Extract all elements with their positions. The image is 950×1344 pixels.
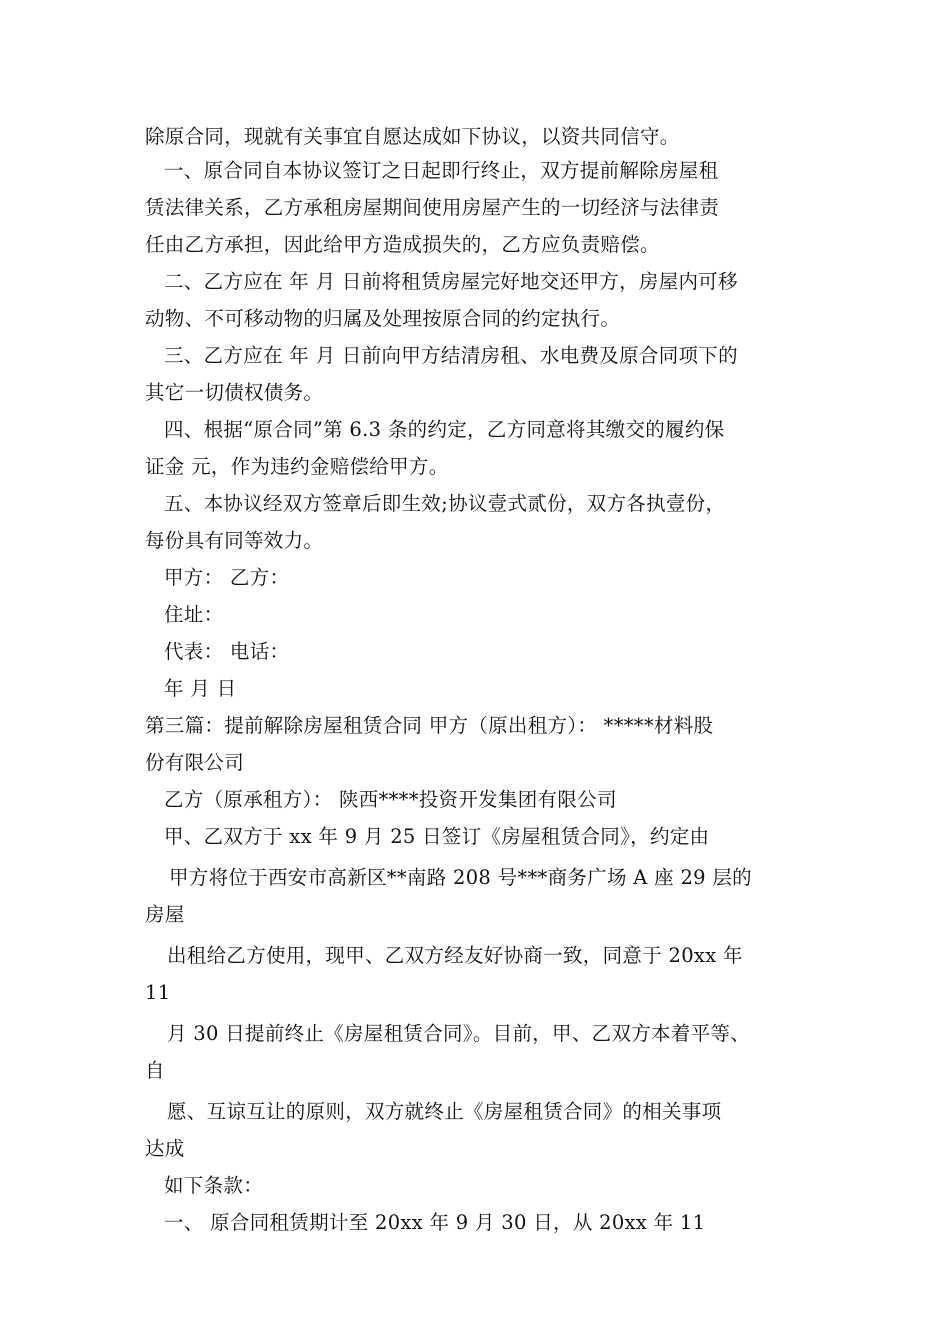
text-line: 如下条款：	[164, 1174, 264, 1197]
text-line: 甲方将位于西安市高新区**南路 208 号***商务广场 A 座 29 层的	[169, 866, 752, 889]
text-line: 赁法律关系，乙方承租房屋期间使用房屋产生的一切经济与法律责	[145, 196, 720, 219]
text-line: 二、乙方应在 年 月 日前将租赁房屋完好地交还甲方，房屋内可移	[164, 270, 738, 293]
text-line: 甲、乙双方于 xx 年 9 月 25 日签订《房屋租赁合同》，约定由	[164, 825, 710, 848]
representative-line: 代表： 电话：	[164, 640, 290, 663]
address-line: 住址：	[164, 603, 224, 626]
text-line: 除原合同，现就有关事宜自愿达成如下协议，以资共同信守。	[145, 125, 680, 148]
date-line: 年 月 日	[164, 677, 237, 700]
text-line: 三、乙方应在 年 月 日前向甲方结清房租、水电费及原合同项下的	[164, 344, 738, 367]
text-line: 份有限公司	[145, 751, 245, 774]
text-line: 一、 原合同租赁期计至 20xx 年 9 月 30 日，从 20xx 年 11	[164, 1211, 706, 1234]
text-line: 愿、互谅互让的原则，双方就终止《房屋租赁合同》的相关事项	[167, 1100, 722, 1123]
text-line: 证金 元，作为违约金赔偿给甲方。	[145, 455, 449, 478]
text-line: 其它一切债权债务。	[145, 381, 324, 404]
text-line: 乙方（原承租方）： 陕西****投资开发集团有限公司	[164, 788, 617, 811]
text-line: 一、原合同自本协议签订之日起即行终止，双方提前解除房屋租	[164, 159, 719, 182]
signature-line: 甲方： 乙方：	[164, 566, 290, 589]
text-line: 四、根据“原合同”第 6.3 条的约定，乙方同意将其缴交的履约保	[164, 418, 725, 441]
document-body	[145, 118, 815, 1241]
text-line: 出租给乙方使用，现甲、乙双方经友好协商一致，同意于 20xx 年	[167, 944, 743, 967]
text-line: 房屋	[145, 903, 185, 926]
text-line: 达成	[145, 1137, 185, 1160]
section-heading: 第三篇：提前解除房屋租赁合同 甲方（原出租方）： *****材料股	[145, 714, 714, 737]
text-line: 任由乙方承担，因此给甲方造成损失的，乙方应负责赔偿。	[145, 233, 660, 256]
text-line: 自	[145, 1059, 165, 1082]
text-line: 每份具有同等效力。	[145, 529, 324, 552]
text-line: 11	[145, 981, 171, 1004]
text-line: 五、本协议经双方签章后即生效;协议壹式贰份，双方各执壹份，	[164, 492, 726, 515]
text-line: 月 30 日提前终止《房屋租赁合同》。目前，甲、乙双方本着平等、	[167, 1022, 751, 1045]
text-line: 动物、不可移动物的归属及处理按原合同的约定执行。	[145, 307, 621, 330]
